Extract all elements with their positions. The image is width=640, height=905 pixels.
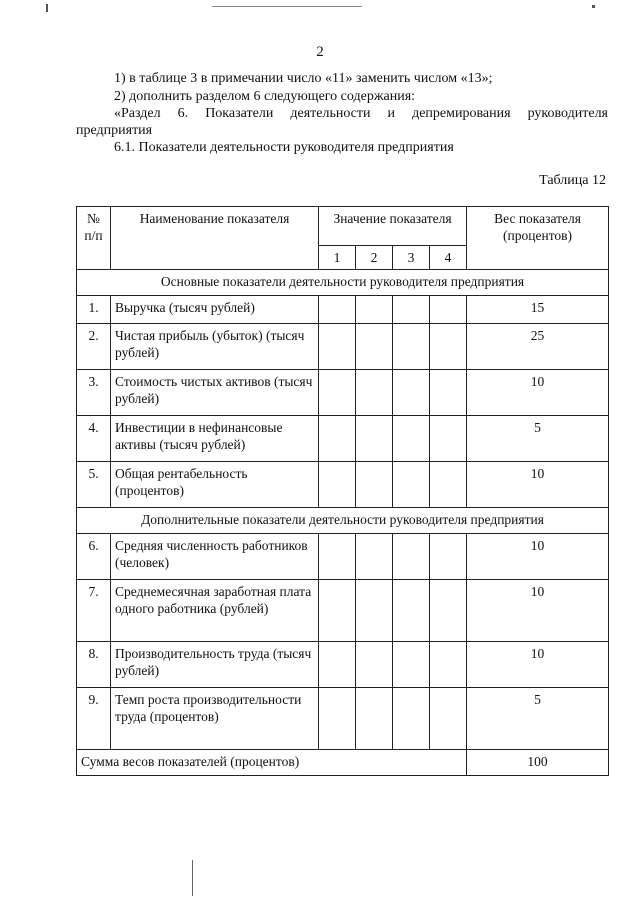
table-row (77, 416, 609, 462)
paragraph-1: 1) в таблице 3 в примечании число «11» заменить числом «13»; (114, 71, 493, 86)
total-row (77, 750, 609, 776)
header-weight: Вес показателя (процентов) (467, 207, 609, 270)
total-value: 100 (467, 750, 609, 776)
value-cell (356, 416, 393, 462)
value-cell (430, 688, 467, 750)
header-num: № п/п (77, 207, 111, 270)
row-weight: 15 (467, 296, 609, 324)
row-num: 4. (77, 416, 111, 462)
page-number: 2 (316, 44, 324, 60)
paragraph-3: «Раздел 6. Показатели деятельности и депремирования руководителя (114, 106, 608, 121)
table-row (77, 296, 609, 324)
value-cell (319, 370, 356, 416)
value-cell (319, 580, 356, 642)
header-row (77, 207, 609, 246)
value-cell (319, 416, 356, 462)
row-name: Производительность труда (тысяч рублей) (111, 642, 319, 688)
section-row-extra (77, 508, 609, 534)
row-num: 7. (77, 580, 111, 642)
value-cell (356, 642, 393, 688)
row-num: 2. (77, 324, 111, 370)
value-cell (393, 534, 430, 580)
value-cell (430, 580, 467, 642)
value-cell (356, 580, 393, 642)
table-caption: Таблица 12 (539, 173, 606, 188)
paragraph-4: предприятия (76, 123, 153, 138)
value-cell (430, 370, 467, 416)
value-cell (319, 534, 356, 580)
table-row (77, 534, 609, 580)
row-weight: 25 (467, 324, 609, 370)
value-cell (430, 324, 467, 370)
row-name: Выручка (тысяч рублей) (111, 296, 319, 324)
row-name: Общая рентабельность (процентов) (111, 462, 319, 508)
header-value-col-1: 1 (319, 246, 356, 270)
row-name: Стоимость чистых активов (тысяч рублей) (111, 370, 319, 416)
table-row (77, 462, 609, 508)
value-cell (393, 642, 430, 688)
value-cell (393, 580, 430, 642)
section-row-main (77, 270, 609, 296)
table-row (77, 580, 609, 642)
row-name: Чистая прибыль (убыток) (тысяч рублей) (111, 324, 319, 370)
value-cell (356, 462, 393, 508)
row-num: 6. (77, 534, 111, 580)
total-label: Сумма весов показателей (процентов) (77, 750, 467, 776)
table-row (77, 688, 609, 750)
header-value-col-4: 4 (430, 246, 467, 270)
row-weight: 10 (467, 580, 609, 642)
row-weight: 5 (467, 688, 609, 750)
row-weight: 10 (467, 642, 609, 688)
row-num: 3. (77, 370, 111, 416)
value-cell (430, 642, 467, 688)
section-main-title: Основные показатели деятельности руководителя предприятия (77, 270, 609, 296)
row-name: Инвестиции в нефинансовые активы (тысяч рублей) (111, 416, 319, 462)
scan-artifact-mark (592, 5, 595, 8)
value-cell (430, 462, 467, 508)
indicators-table (76, 206, 609, 776)
table-row (77, 370, 609, 416)
value-cell (319, 462, 356, 508)
row-num: 1. (77, 296, 111, 324)
row-weight: 10 (467, 462, 609, 508)
row-num: 9. (77, 688, 111, 750)
row-name: Среднемесячная заработная плата одного работника (рублей) (111, 580, 319, 642)
paragraph-5: 6.1. Показатели деятельности руководителя предприятия (114, 140, 454, 155)
header-value: Значение показателя (319, 207, 467, 246)
table-row (77, 324, 609, 370)
section-extra-title: Дополнительные показатели деятельности руководителя предприятия (77, 508, 609, 534)
header-value-col-3: 3 (393, 246, 430, 270)
scan-artifact-mark (46, 4, 48, 12)
row-name: Средняя численность работников (человек) (111, 534, 319, 580)
header-name: Наименование показателя (111, 207, 319, 270)
value-cell (430, 416, 467, 462)
value-cell (393, 296, 430, 324)
value-cell (356, 296, 393, 324)
value-cell (430, 534, 467, 580)
header-value-col-2: 2 (356, 246, 393, 270)
scan-artifact-line (192, 860, 193, 896)
row-num: 5. (77, 462, 111, 508)
value-cell (356, 370, 393, 416)
value-cell (319, 642, 356, 688)
paragraph-2: 2) дополнить разделом 6 следующего содержания: (114, 89, 416, 104)
row-weight: 10 (467, 370, 609, 416)
value-cell (356, 688, 393, 750)
value-cell (393, 688, 430, 750)
value-cell (430, 296, 467, 324)
value-cell (393, 416, 430, 462)
row-num: 8. (77, 642, 111, 688)
value-cell (319, 688, 356, 750)
table-row (77, 642, 609, 688)
value-cell (319, 296, 356, 324)
value-cell (356, 534, 393, 580)
value-cell (393, 370, 430, 416)
row-weight: 5 (467, 416, 609, 462)
value-cell (319, 324, 356, 370)
value-cell (393, 462, 430, 508)
row-weight: 10 (467, 534, 609, 580)
row-name: Темп роста производительности труда (процентов) (111, 688, 319, 750)
value-cell (393, 324, 430, 370)
value-cell (356, 324, 393, 370)
scan-artifact-line (212, 6, 362, 7)
